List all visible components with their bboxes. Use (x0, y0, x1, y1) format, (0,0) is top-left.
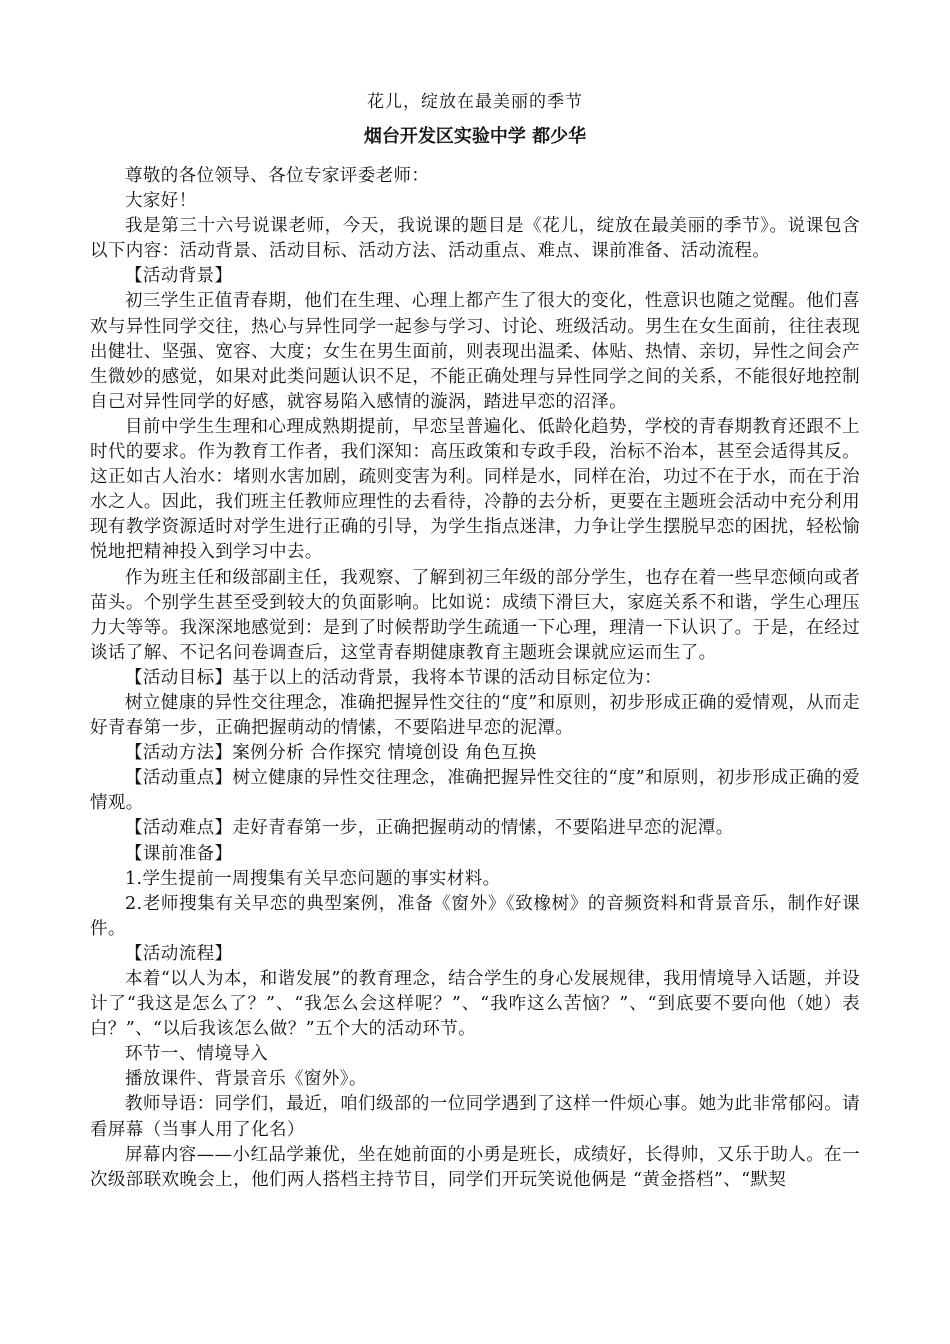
document-body (90, 164, 860, 1193)
paragraph: 【活动难点】走好青春第一步，正确把握萌动的情愫，不要陷进早恋的泥潭。 (125, 818, 734, 839)
paragraph: 树立健康的异性交往理念，准确把握异性交往的“度”和原则，初步形成正确的爱情观，从而走好青春第一步，正确把握萌动的情愫，不要陷进早恋的泥潭。 (90, 692, 860, 739)
paragraph: 播放课件、背景音乐《窗外》。 (125, 1069, 367, 1090)
paragraph: 【活动重点】树立健康的异性交往理念，准确把握异性交往的“度”和原则，初步形成正确的爱情观。 (90, 768, 860, 814)
paragraph: 尊敬的各位领导、各位专家评委老师： (125, 166, 430, 186)
paragraph: 2.老师搜集有关早恋的典型案例，准备《窗外》《致橡树》的音频资料和背景音乐，制作好课件。 (90, 893, 860, 939)
paragraph: 我是第三十六号说课老师，今天，我说课的题目是《花儿，绽放在最美丽的季节》。说课包含以下内容：活动背景、活动目标、活动方法、活动重点、难点、课前准备、活动流程。 (90, 216, 860, 262)
paragraph: 初三学生正值青春期，他们在生理、心理上都产生了很大的变化，性意识也随之觉醒。他们喜欢与异性同学交往，热心与异性同学一起参与学习、讨论、班级活动。男生在女生面前，往往表现出健壮、坚强、宽容、大度；女生在男生面前，则表现出温柔、体贴、热情、亲切，异性之间会产生微妙的感觉，如果对此类问题认识不足，不能正确处理与异性同学之间的关系，不能很好地控制自己对异性同学的好感，就容易陷入感情的漩涡，踏进早恋的沼泽。 (90, 291, 860, 412)
document-title: 花儿，绽放在最美丽的季节 (367, 92, 583, 112)
document-subtitle: 烟台开发区实验中学 都少华 (363, 126, 587, 147)
paragraph: 【课前准备】 (125, 843, 233, 864)
paragraph: 【活动目标】基于以上的活动背景，我将本节课的活动目标定位为： (125, 667, 662, 688)
paragraph: 教师导语：同学们，最近，咱们级部的一位同学遇到了这样一件烦心事。她为此非常郁闷。请看屏幕（当事人用了化名） (90, 1094, 860, 1140)
paragraph: 大家好！ (125, 191, 197, 212)
paragraph: 【活动流程】 (125, 943, 233, 964)
paragraph: 1.学生提前一周搜集有关早恋问题的事实材料。 (125, 868, 501, 889)
paragraph: 屏幕内容——小红品学兼优，坐在她前面的小勇是班长，成绩好，长得帅，又乐于助人。在一次级部联欢晚会上，他们两人搭档主持节目，同学们开玩笑说他俩是 “黄金搭档”、“默契 (90, 1144, 860, 1190)
paragraph: 本着“以人为本，和谐发展”的教育理念，结合学生的身心发展规律，我用情境导入话题，并设计了“我这是怎么了？”、“我怎么会这样呢？”、“我咋这么苦恼？”、“到底要不要向他（她）表白？”、“以后我该怎么做？”五个大的活动环节。 (90, 969, 860, 1040)
paragraph: 目前中学生生理和心理成熟期提前，早恋呈普遍化、低龄化趋势，学校的青春期教育还跟不上时代的要求。作为教育工作者，我们深知：高压政策和专政手段，治标不治本，甚至会适得其反。这正如古人治水：堵则水害加剧，疏则变害为利。同样是水，同样在治，功过不在于水，而在于治水之人。因此，我们班主任教师应理性的去看待，冷静的去分析，更要在主题班会活动中充分利用现有教学资源适时对学生进行正确的引导，为学生指点迷津，力争让学生摆脱早恋的困扰，轻松愉悦地把精神投入到学习中去。 (90, 416, 860, 563)
paragraph: 【活动背景】 (125, 266, 233, 287)
paragraph: 【活动方法】案例分析 合作探究 情境创设 角色互换 (125, 743, 537, 764)
paragraph: 作为班主任和级部副主任，我观察、了解到初三年级的部分学生，也存在着一些早恋倾向或者苗头。个别学生甚至受到较大的负面影响。比如说：成绩下滑巨大，家庭关系不和谐，学生心理压力大等等。我深深地感觉到：是到了时候帮助学生疏通一下心理，理清一下认识了。于是，在经过谈话了解、不记名问卷调查后，这堂青春期健康教育主题班会课就应运而生了。 (90, 567, 860, 663)
paragraph: 环节一、情境导入 (125, 1044, 269, 1065)
